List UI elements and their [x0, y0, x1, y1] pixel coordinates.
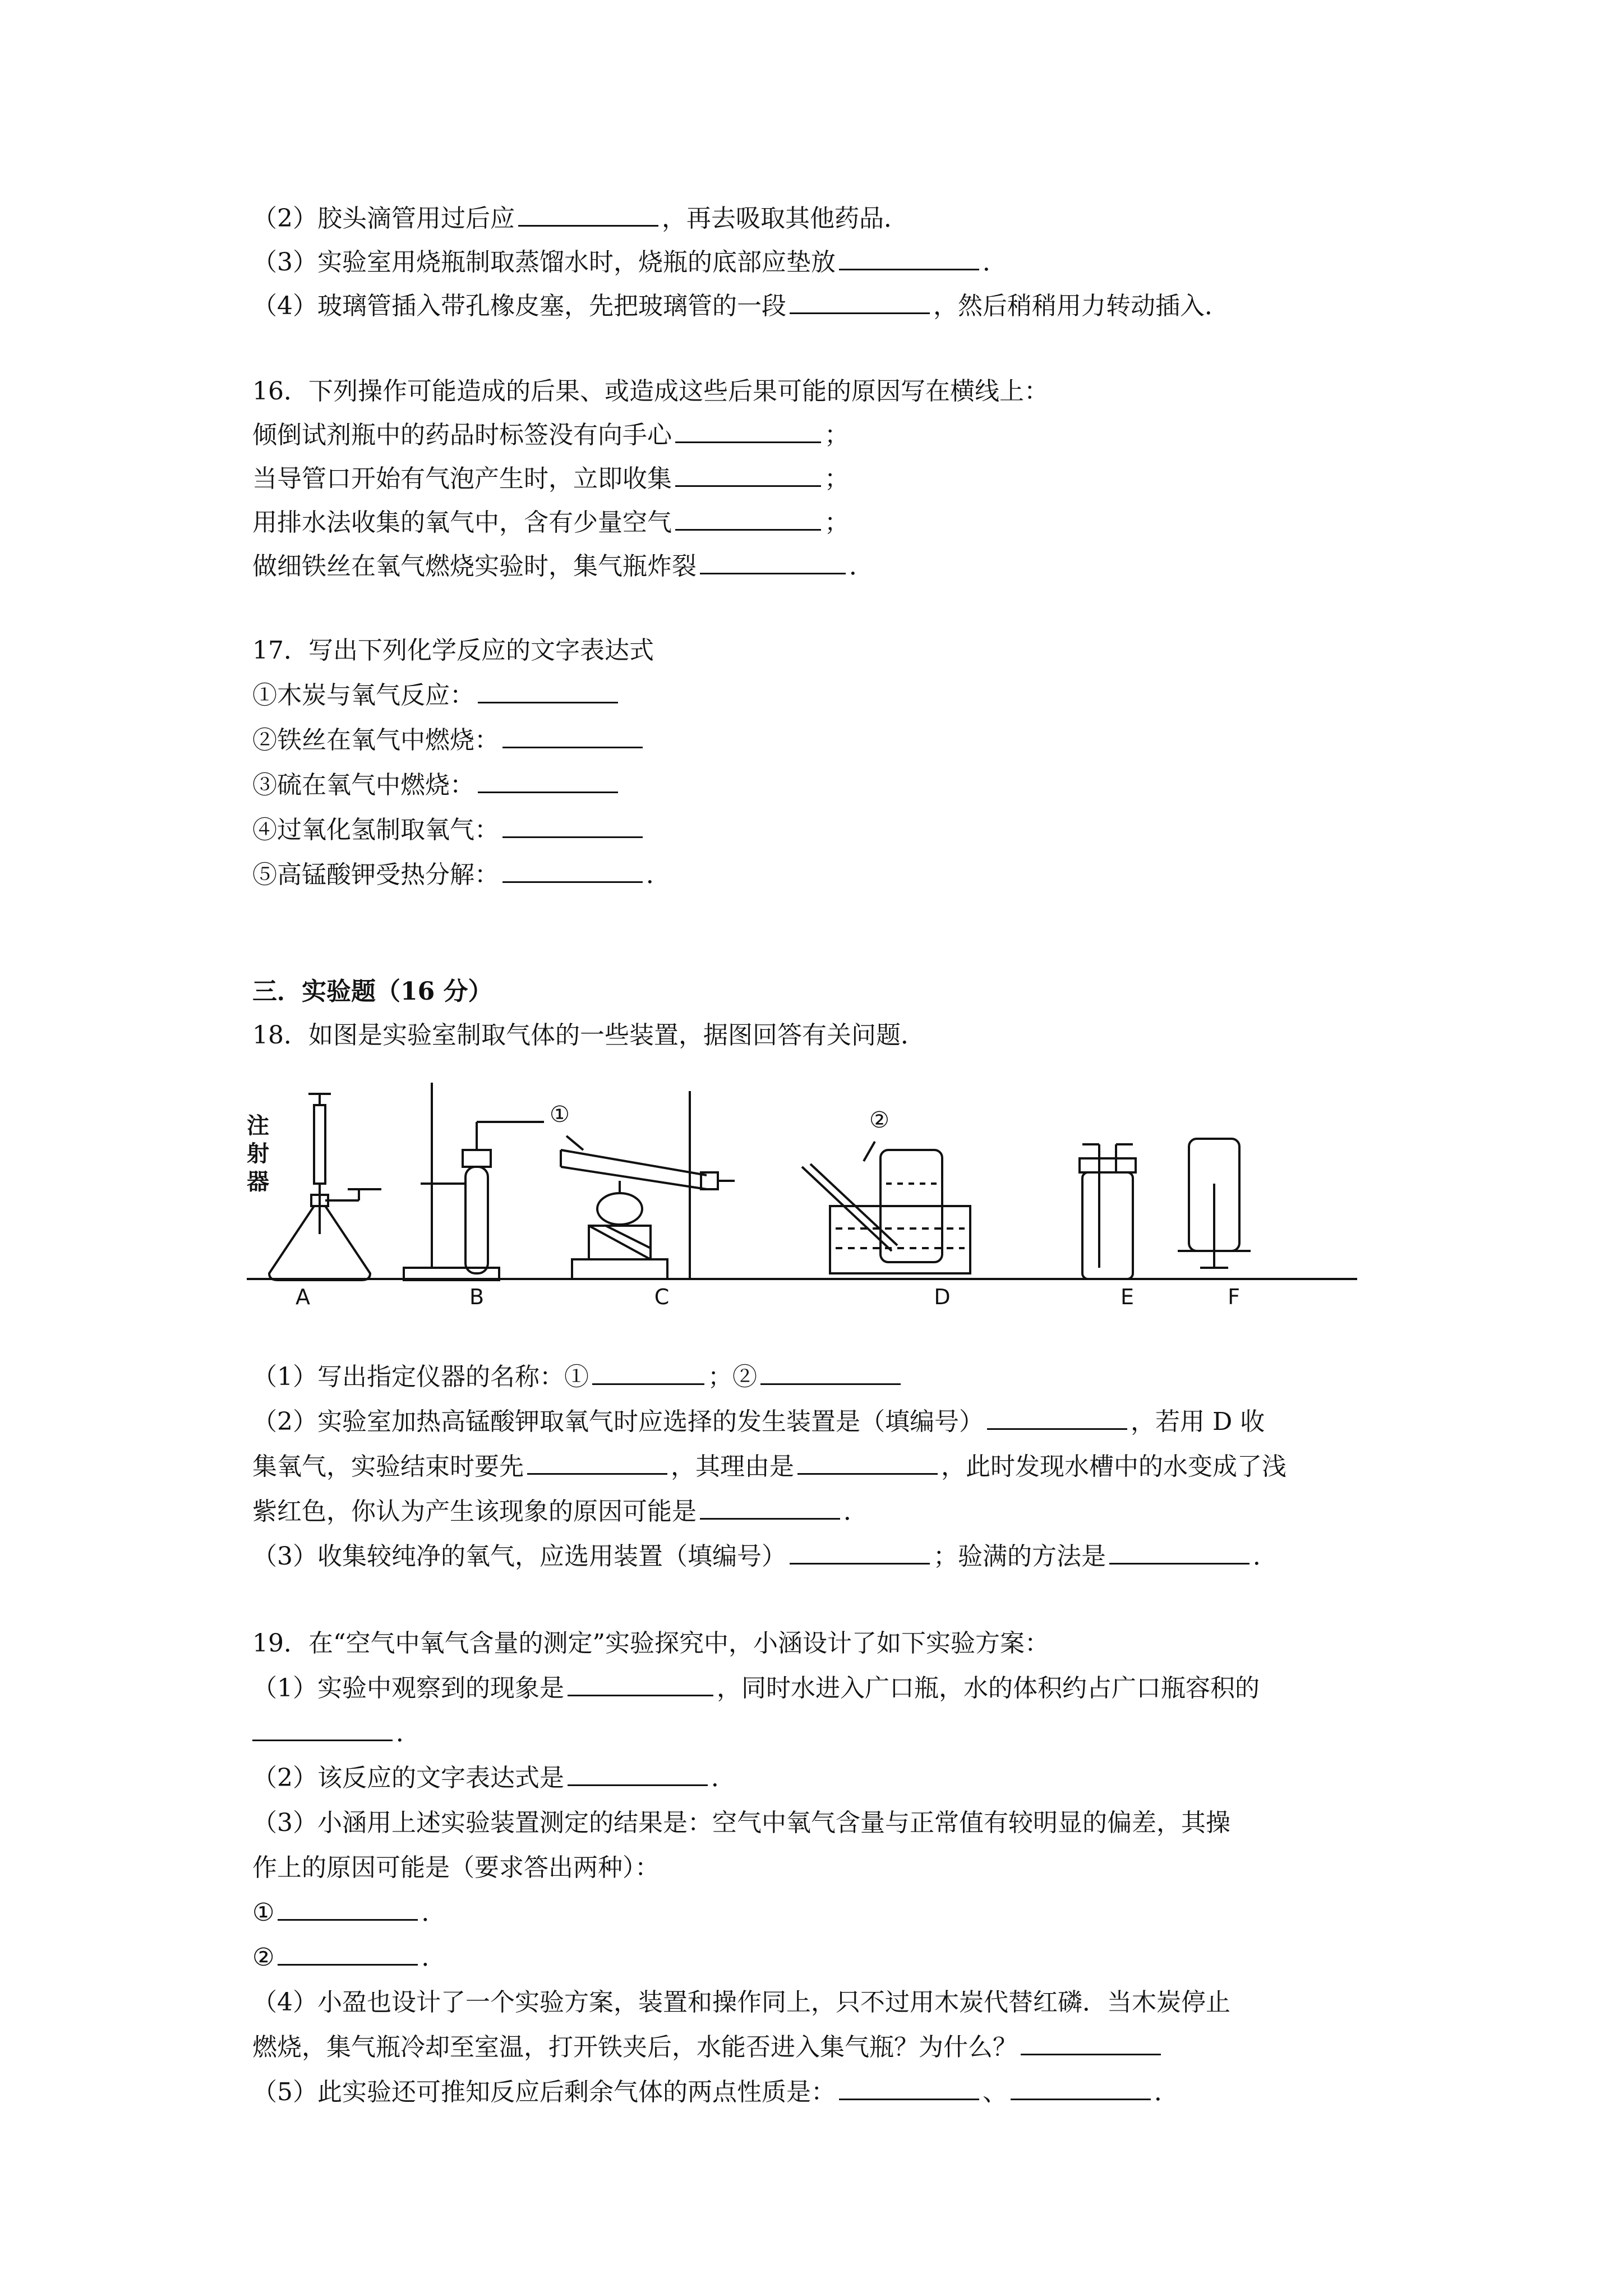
q18-text: （2）实验室加热高锰酸钾取氧气时应选择的发生装置是（填编号） — [252, 1407, 984, 1436]
q17-stem: 17．写出下列化学反应的文字表达式 — [252, 636, 654, 665]
section-title: 三．实验题（16 分） — [252, 977, 493, 1006]
apparatus-a-flask — [269, 1094, 381, 1280]
q18-text: ，此时发现水槽中的水变成了浅 — [941, 1452, 1287, 1481]
q16-item-text: 做细铁丝在氧气燃烧实验时，集气瓶炸裂 — [252, 552, 697, 581]
answer-blank[interactable] — [760, 1361, 901, 1385]
q18-part2-line1 — [252, 1405, 1265, 1439]
q19-text: 、 — [983, 2078, 1007, 2106]
q18-part2-line3 — [252, 1495, 868, 1529]
answer-blank[interactable] — [839, 2076, 979, 2100]
punct: ； — [824, 508, 849, 537]
q18-part1 — [252, 1360, 904, 1394]
answer-blank[interactable] — [568, 1762, 708, 1786]
answer-blank[interactable] — [518, 203, 658, 227]
q18-part3 — [252, 1540, 1278, 1573]
q19-stem: 19．在“空气中氧气含量的测定”实验探究中，小涵设计了如下实验方案： — [252, 1629, 1049, 1658]
answer-blank[interactable] — [478, 769, 618, 793]
q17-item-text: ②铁丝在氧气中燃烧： — [252, 726, 499, 754]
syringe-label-char: 注 — [247, 1112, 269, 1139]
q15-text: （3）实验室用烧瓶制取蒸馏水时，烧瓶的底部应垫放 — [252, 248, 836, 277]
q18-text: （3）收集较纯净的氧气，应选用装置（填编号） — [252, 1542, 786, 1571]
q17-item — [252, 724, 646, 757]
q18-text: （1）写出指定仪器的名称：① — [252, 1363, 589, 1391]
q19-text: ② — [252, 1943, 275, 1972]
answer-blank[interactable] — [839, 246, 979, 270]
punct: ． — [849, 552, 874, 581]
q18-text: ；验满的方法是 — [933, 1542, 1106, 1571]
q18-text: ． — [843, 1497, 868, 1526]
q18-part2-line2 — [252, 1450, 1287, 1484]
label-e: E — [1120, 1285, 1135, 1307]
q16-item-text: 倾倒试剂瓶中的药品时标签没有向手心 — [252, 421, 672, 449]
q19-text: ． — [396, 1719, 421, 1747]
q19-text: （1）实验中观察到的现象是 — [252, 1674, 564, 1703]
answer-blank[interactable] — [527, 1451, 667, 1475]
answer-blank[interactable] — [987, 1406, 1127, 1430]
marker-1: ① — [550, 1102, 570, 1128]
q16-stem: 16．下列操作可能造成的后果、或造成这些后果可能的原因写在横线上： — [252, 377, 1049, 406]
q17-item — [252, 858, 671, 892]
q18-stem: 18．如图是实验室制取气体的一些装置，据图回答有关问题． — [252, 1021, 925, 1050]
q15-text: ． — [983, 248, 1007, 277]
apparatus-e-gas-jar — [1080, 1144, 1136, 1279]
label-d: D — [934, 1285, 951, 1307]
answer-blank[interactable] — [675, 463, 821, 487]
answer-blank[interactable] — [675, 419, 821, 443]
q19-part4-line2 — [252, 2031, 1164, 2064]
q15-text: （2）胶头滴管用过后应 — [252, 204, 515, 233]
q18-text: ． — [1253, 1542, 1278, 1571]
answer-blank[interactable] — [790, 290, 930, 314]
label-b: B — [469, 1285, 485, 1307]
q18-text: ，若用 D 收 — [1131, 1407, 1265, 1436]
label-f: F — [1228, 1285, 1240, 1307]
answer-blank[interactable] — [675, 507, 821, 531]
lab-apparatus-figure — [247, 1083, 1368, 1307]
q19-part3-answer1 — [252, 1896, 446, 1930]
answer-blank[interactable] — [502, 724, 643, 748]
q15-line2 — [252, 202, 909, 236]
answer-blank[interactable] — [502, 859, 643, 883]
q19-part1-line1 — [252, 1672, 1260, 1705]
answer-blank[interactable] — [1109, 1540, 1249, 1565]
answer-blank[interactable] — [252, 1717, 393, 1741]
q19-text: ① — [252, 1898, 275, 1927]
syringe-label-char: 射 — [247, 1140, 269, 1167]
q19-part3-line1: （3）小涵用上述实验装置测定的结果是：空气中氧气含量与正常值有较明显的偏差，其操 — [252, 1809, 1230, 1837]
q15-line4 — [252, 289, 1229, 323]
apparatus-f-inverted-jar — [1178, 1139, 1251, 1268]
q16-item-text: 用排水法收集的氧气中，含有少量空气 — [252, 508, 672, 537]
answer-blank[interactable] — [1011, 2076, 1151, 2100]
answer-blank[interactable] — [700, 550, 846, 574]
q17-item — [252, 679, 621, 712]
answer-blank[interactable] — [568, 1672, 713, 1696]
q17-item-text: ⑤高锰酸钾受热分解： — [252, 861, 499, 889]
answer-blank[interactable] — [278, 1897, 418, 1921]
punct: ． — [646, 861, 671, 889]
apparatus-c-heating-setup — [561, 1091, 735, 1279]
q18-text: 紫红色，你认为产生该现象的原因可能是 — [252, 1497, 697, 1526]
q19-text: 燃烧，集气瓶冷却至室温，打开铁夹后，水能否进入集气瓶？为什么？ — [252, 2033, 1017, 2062]
answer-blank[interactable] — [797, 1451, 938, 1475]
answer-blank[interactable] — [592, 1361, 704, 1385]
label-a: A — [296, 1285, 310, 1307]
q16-item — [252, 462, 849, 496]
q15-text: ，然后稍稍用力转动插入． — [933, 292, 1229, 320]
q15-text: （4）玻璃管插入带孔橡皮塞，先把玻璃管的一段 — [252, 292, 786, 320]
q17-item-text: ④过氧化氢制取氧气： — [252, 816, 499, 844]
q19-part1-line2 — [252, 1717, 421, 1750]
answer-blank[interactable] — [790, 1540, 930, 1565]
q16-item — [252, 418, 849, 452]
q19-text: ． — [421, 1898, 446, 1927]
q19-text: （2）该反应的文字表达式是 — [252, 1764, 564, 1792]
q19-part5 — [252, 2076, 1179, 2109]
answer-blank[interactable] — [478, 679, 618, 703]
answer-blank[interactable] — [700, 1496, 840, 1520]
q19-part3-answer2 — [252, 1941, 446, 1975]
q19-text: ，同时水进入广口瓶，水的体积约占广口瓶容积的 — [717, 1674, 1260, 1703]
punct: ； — [824, 421, 849, 449]
q15-text: ，再去吸取其他药品． — [662, 204, 909, 233]
answer-blank[interactable] — [502, 814, 643, 838]
answer-blank[interactable] — [1021, 2031, 1161, 2055]
apparatus-d-water-trough — [802, 1142, 970, 1273]
q17-item — [252, 769, 621, 802]
q19-text: （5）此实验还可推知反应后剩余气体的两点性质是： — [252, 2078, 836, 2106]
q19-part2 — [252, 1761, 736, 1795]
q17-item — [252, 813, 646, 847]
q18-text: 集氧气，实验结束时要先 — [252, 1452, 524, 1481]
q19-part3-line2: 作上的原因可能是（要求答出两种）： — [252, 1853, 660, 1882]
syringe-label-char: 器 — [247, 1168, 269, 1195]
q16-item — [252, 550, 874, 583]
q19-text: ． — [711, 1764, 736, 1792]
q19-part4-line1: （4）小盈也设计了一个实验方案，装置和操作同上，只不过用木炭代替红磷．当木炭停止 — [252, 1988, 1230, 2017]
punct: ； — [824, 464, 849, 493]
q17-item-text: ③硫在氧气中燃烧： — [252, 771, 474, 799]
marker-2: ② — [869, 1107, 889, 1133]
q17-item-text: ①木炭与氧气反应： — [252, 681, 474, 710]
q16-item-text: 当导管口开始有气泡产生时，立即收集 — [252, 464, 672, 493]
q15-line3 — [252, 246, 1007, 279]
q18-text: ；② — [708, 1363, 757, 1391]
q19-text: ． — [421, 1943, 446, 1972]
answer-blank[interactable] — [278, 1941, 418, 1966]
apparatus-b-test-tube-stand — [404, 1083, 544, 1280]
label-c: C — [654, 1285, 670, 1307]
q19-text: ． — [1154, 2078, 1179, 2106]
q16-item — [252, 506, 849, 540]
q18-text: ，其理由是 — [671, 1452, 794, 1481]
